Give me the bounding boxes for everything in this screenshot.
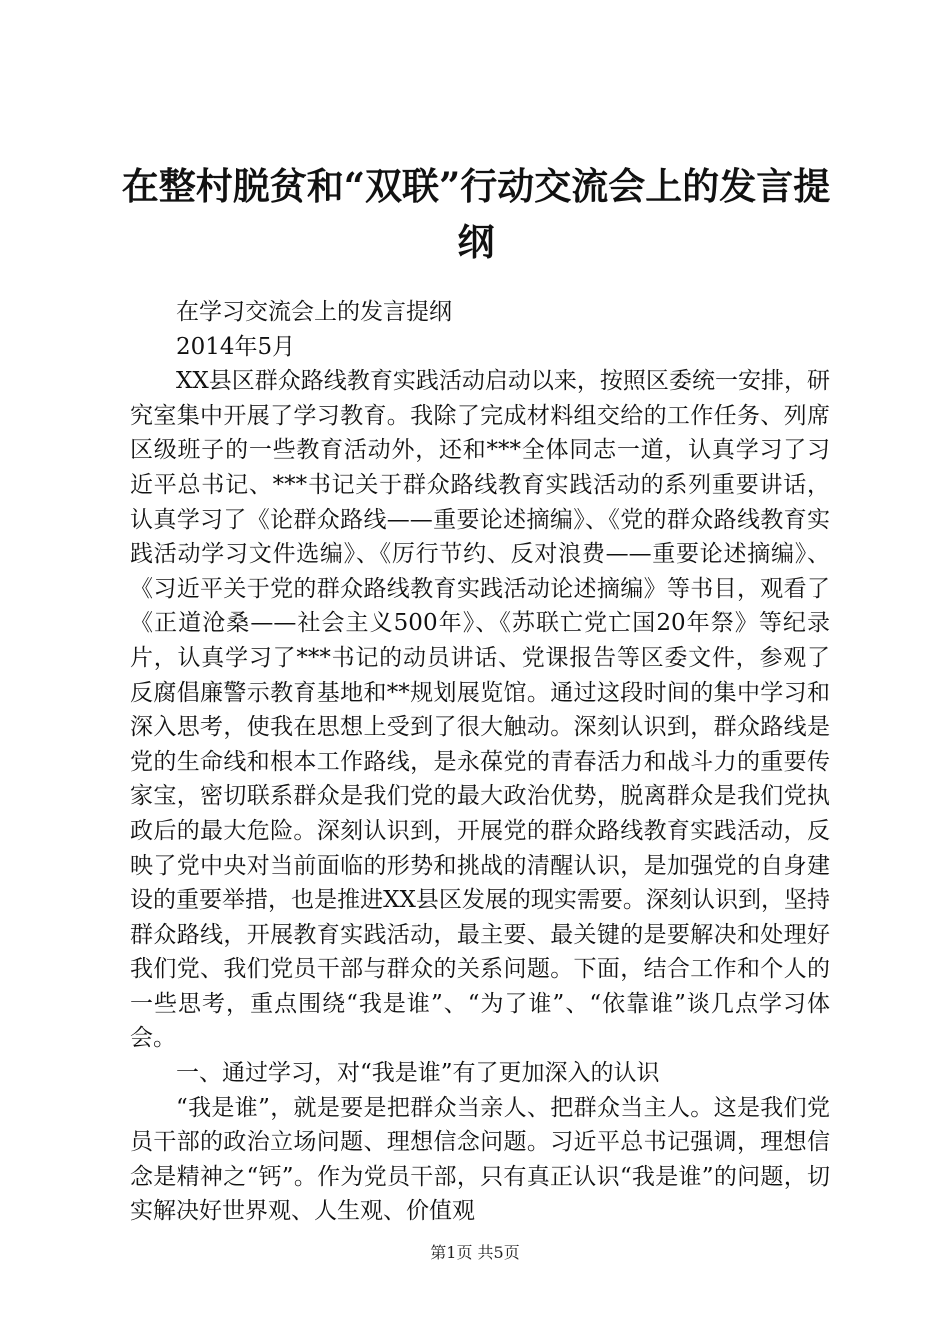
body-paragraph: “我是谁”，就是要是把群众当亲人、把群众当主人。这是我们党员干部的政治立场问题、理想信念问题。习近平总书记强调，理想信念是精神之“钙”。作为党员干部，只有真正认识“我是谁”的问题，切实解决好世界观、人生观、价值观 bbox=[130, 1094, 830, 1225]
body-paragraph: XX县区群众路线教育实践活动启动以来，按照区委统一安排，研究室集中开展了学习教育。我除了完成材料组交给的工作任务、列席区级班子的一些教育活动外，还和***全体同志一道，认真学习了习近平总书记、***书记关于群众路线教育实践活动的系列重要讲话，认真学习了《论群众路线——重要论述摘编》、《党的群众路线教育实践活动学习文件选编》、《厉行节约、反对浪费——重要论述摘编》、《习近平关于党的群众路线教育实践活动论述摘编》等书目，观看了《正道沧桑——社会主义500年》、《苏联亡党亡国20年祭》等纪录片，认真学习了***书记的动员讲话、党课报告等区委文件，参观了反腐倡廉警示教育基地和**规划展览馆。通过这段时间的集中学习和深入思考，使我在思想上受到了很大触动。深刻认识到，群众路线是党的生命线和根本工作路线，是永葆党的青春活力和战斗力的重要传家宝，密切联系群众是我们党的最大政治优势，脱离群众是我们党执政后的最大危险。深刻认识到，开展党的群众路线教育实践活动，反映了党中央对当前面临的形势和挑战的清醒认识，是加强党的自身建设的重要举措，也是推进XX县区发展的现实需要。深刻认识到，坚持群众路线，开展教育实践活动，最主要、最关键的是要解决和处理好我们党、我们党员干部与群众的关系问题。下面，结合工作和个人的一些思考，重点围绕“我是谁”、“为了谁”、“依靠谁”谈几点学习体会。 bbox=[130, 368, 830, 1052]
document-title: 在整村脱贫和“双联”行动交流会上的发言提纲 bbox=[121, 164, 831, 264]
document-body bbox=[130, 295, 830, 1229]
page-number-footer: 第1页 共5页 bbox=[430, 1243, 520, 1262]
date-line: 2014年5月 bbox=[176, 333, 296, 360]
subtitle-line: 在学习交流会上的发言提纲 bbox=[176, 299, 452, 325]
section-heading: 一、通过学习，对“我是谁”有了更加深入的认识 bbox=[176, 1060, 660, 1087]
